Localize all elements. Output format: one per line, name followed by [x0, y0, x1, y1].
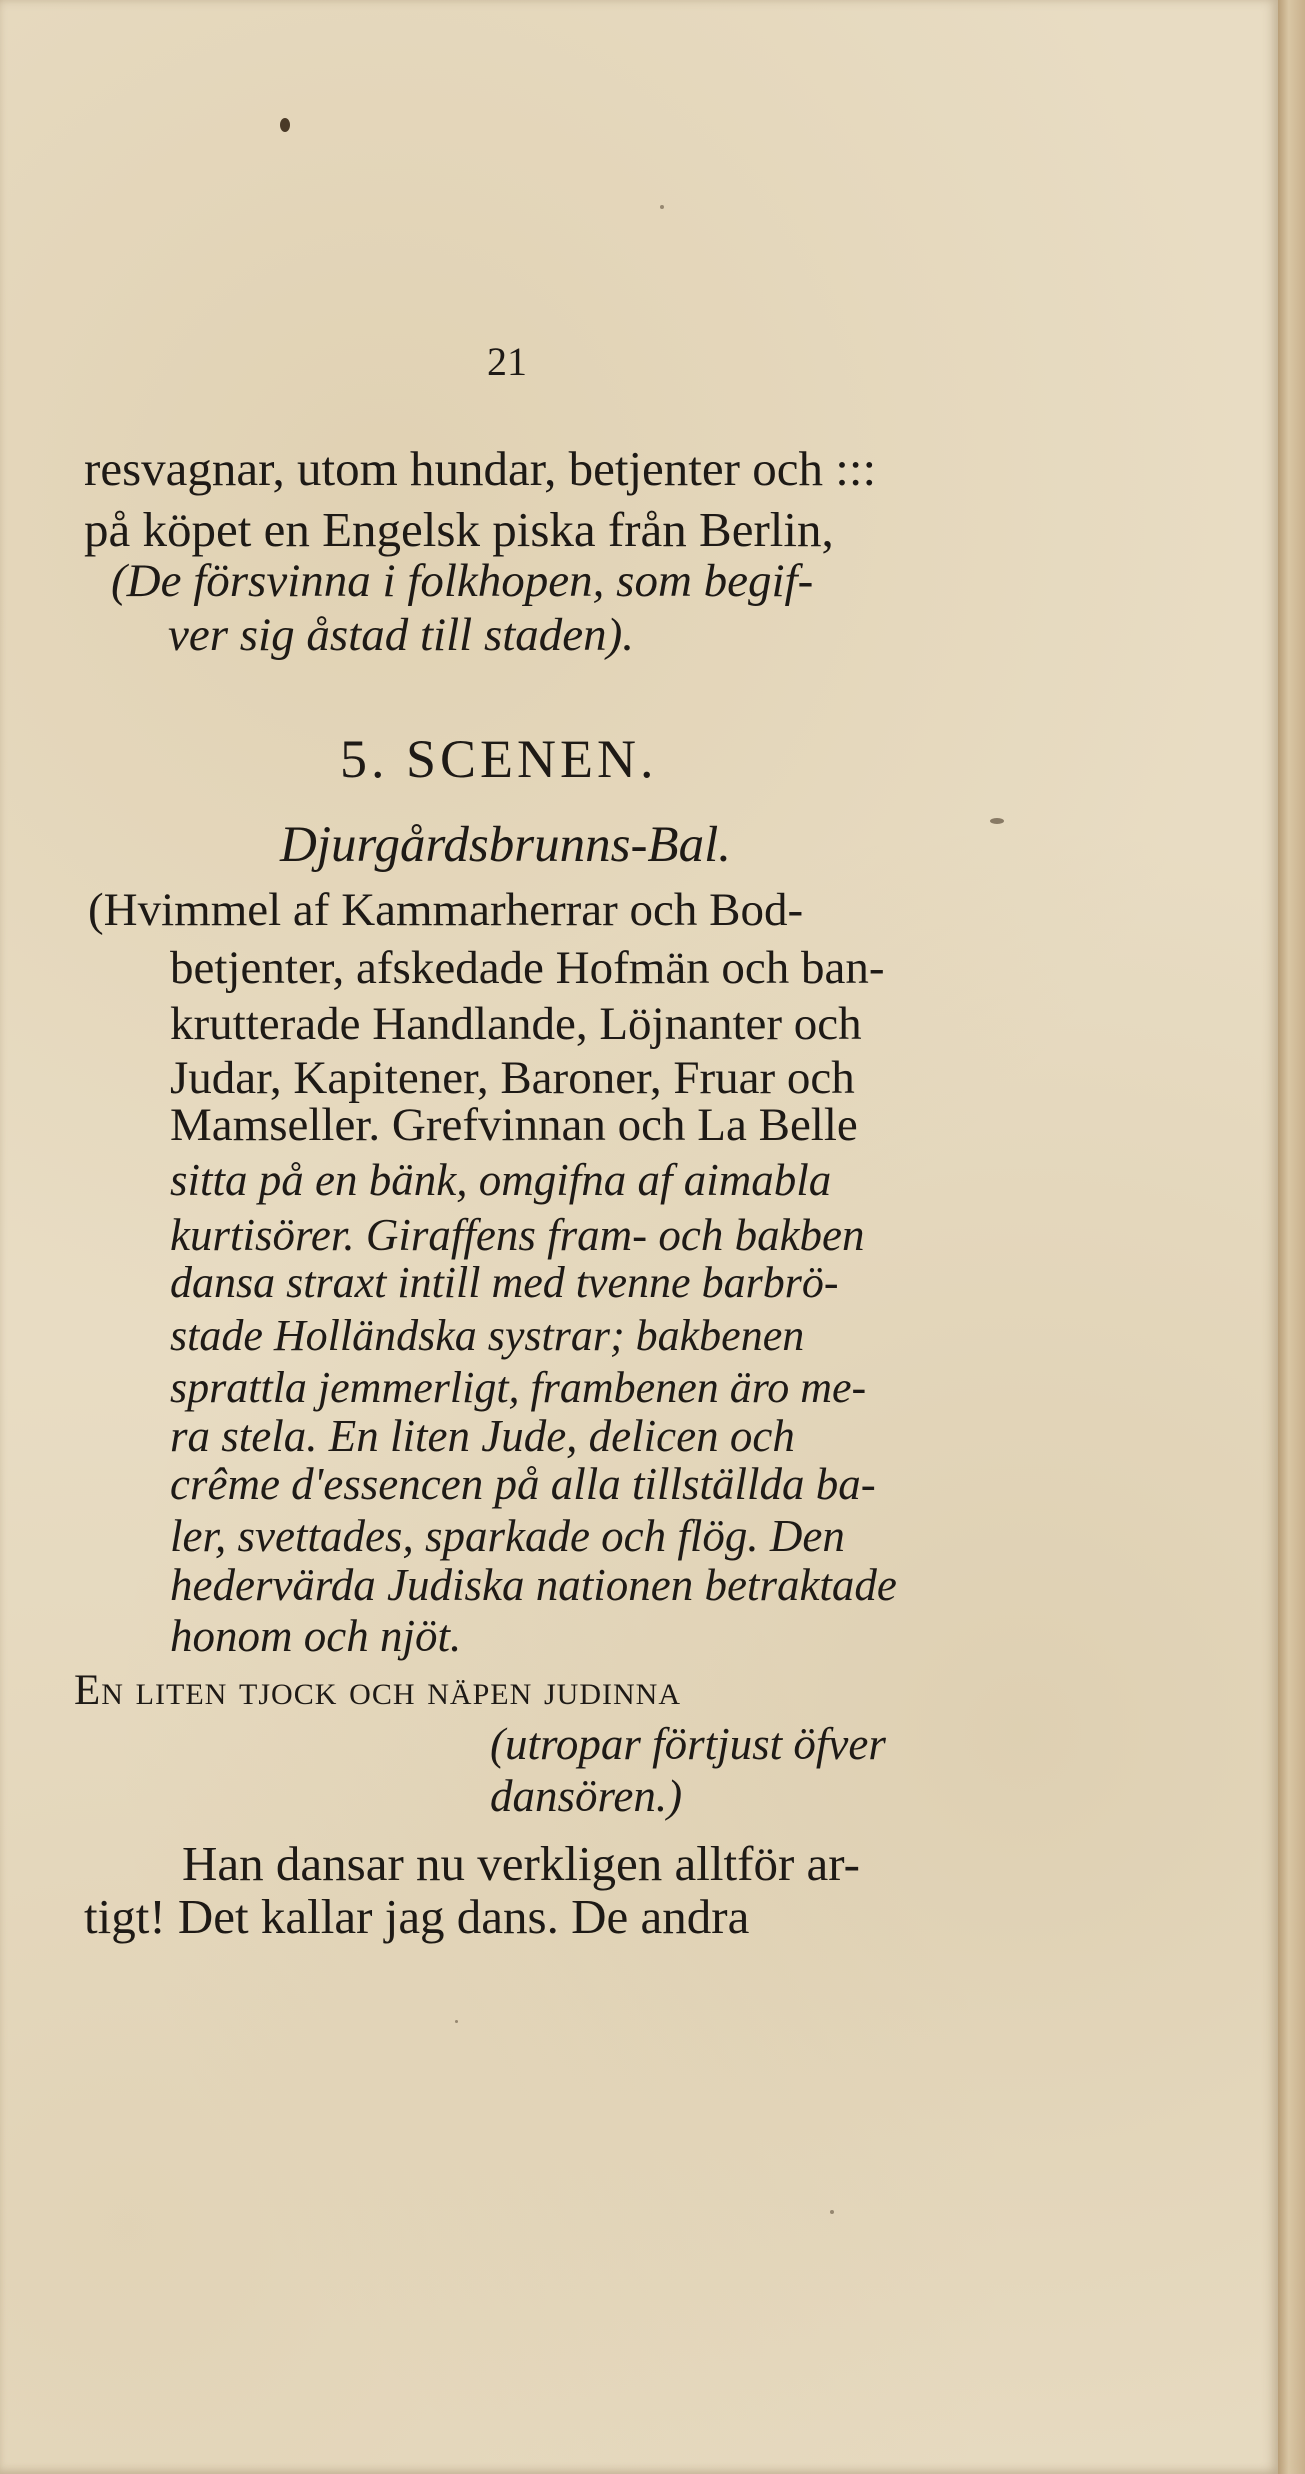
scene-description-line-8: dansa straxt intill med tvenne barbrö-	[170, 1258, 839, 1307]
scene-description-line-1: (Hvimmel af Kammarherrar och Bod-	[88, 884, 804, 936]
scene-heading: 5. SCENEN.	[340, 729, 658, 789]
scene-description-line-6: sitta på en bänk, omgifna af aimabla	[170, 1155, 832, 1205]
text-line-1: resvagnar, utom hundar, betjenter och :::	[84, 441, 877, 496]
page-edge	[1278, 0, 1305, 2474]
paper-speck	[455, 2020, 458, 2023]
scene-description-line-10: sprattla jemmerligt, frambenen äro me-	[170, 1363, 867, 1412]
speaker-direction-line-1: (utropar förtjust öfver	[490, 1719, 886, 1769]
paper-speck	[830, 2210, 834, 2214]
dialogue-line-2: tigt! Det kallar jag dans. De andra	[84, 1889, 750, 1944]
speaker-direction-line-2: dansören.)	[490, 1771, 683, 1821]
text-line-2: på köpet en Engelsk piska från Berlin,	[84, 502, 834, 557]
scene-description-line-3: krutterade Handlande, Löjnanter och	[170, 998, 862, 1050]
scene-description-line-11: ra stela. En liten Jude, delicen och	[170, 1411, 795, 1461]
paper-speck	[280, 118, 290, 132]
scene-description-line-4: Judar, Kapitener, Baroner, Fruar och	[170, 1052, 855, 1104]
scene-description-line-13: ler, svettades, sparkade och flög. Den	[170, 1511, 845, 1561]
dialogue-line-1: Han dansar nu verkligen alltför ar-	[182, 1836, 860, 1891]
scene-description-line-2: betjenter, afskedade Hofmän och ban-	[170, 942, 885, 994]
stage-direction-line-2: ver sig åstad till staden).	[168, 609, 635, 661]
scene-description-line-12: crême d'essencen på alla tillställda ba-	[170, 1459, 876, 1509]
page-number: 21	[487, 339, 527, 384]
scene-description-line-14: hedervärda Judiska nationen betraktade	[170, 1560, 897, 1610]
speaker-name: En liten tjock och näpen judinna	[74, 1667, 681, 1714]
scene-description-line-7: kurtisörer. Giraffens fram- och bakben	[170, 1210, 865, 1260]
scene-description-line-5: Mamseller. Grefvinnan och La Belle	[170, 1099, 858, 1151]
paper-speck	[990, 818, 1004, 824]
scene-location: Djurgårdsbrunns-Bal.	[280, 817, 732, 873]
paper-speck	[660, 205, 664, 209]
scene-description-line-9: stade Holländska systrar; bakbenen	[170, 1311, 805, 1360]
stage-direction-line-1: (De försvinna i folkhopen, som begif-	[111, 555, 814, 607]
scene-description-line-15: honom och njöt.	[170, 1611, 462, 1661]
